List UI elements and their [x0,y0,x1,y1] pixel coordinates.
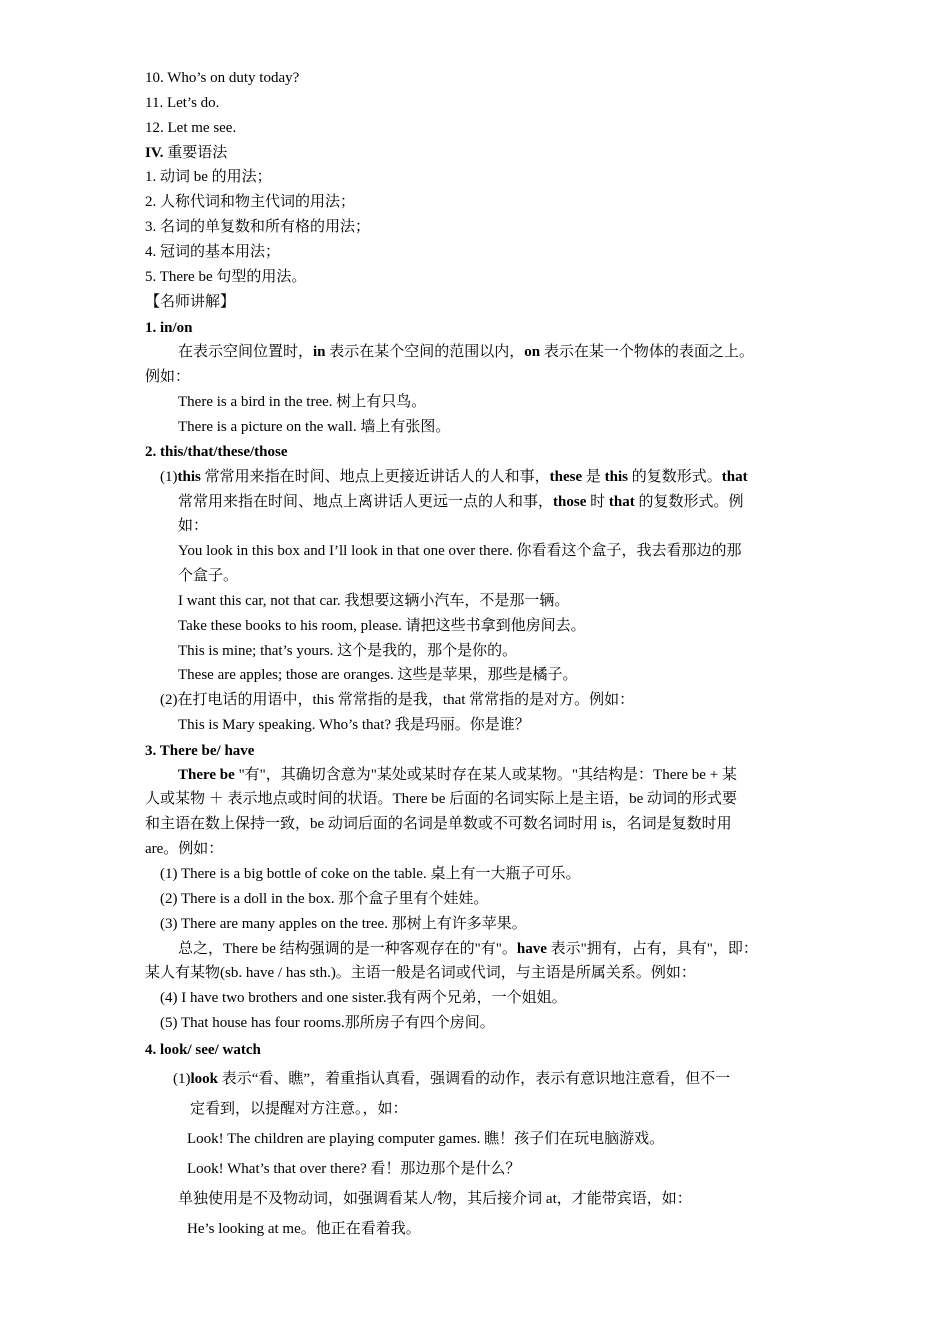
section-1-example-1: There is a bird in the tree. 树上有只鸟。 [178,394,427,410]
section-3-heading: 3. There be/ have [145,743,255,759]
section-iv-number: IV. [145,145,164,161]
section-2-point-1: (1)this 常常用来指在时间、地点上更接近讲话人的人和事，these 是 this 的复数形式。that [160,469,748,485]
section-2-example-2: I want this car, not that car. 我想要这辆小汽车，不是那一辆。 [178,593,570,609]
grammar-item-1: 1. 动词 be 的用法； [145,169,272,185]
section-2-example-6: This is Mary speaking. Who’s that? 我是玛丽。你是谁？ [178,717,530,733]
grammar-item-4: 4. 冠词的基本用法； [145,244,281,260]
section-3-example-3: (3) There are many apples on the tree. 那树上有许多苹果。 [160,916,527,932]
phrase-10: 10. Who’s on duty today? [145,70,300,86]
section-1-example-2: There is a picture on the wall. 墙上有张图。 [178,419,451,435]
section-3-paragraph-2-line2: 某人有某物(sb. have / has sth.)。主语一般是名词或代词，与主语是所属关系。例如： [145,965,696,981]
section-1-paragraph: 在表示空间位置时，in 表示在某个空间的范围以内，on 表示在某一个物体的表面之上。 [178,344,754,360]
section-2-example-5: These are apples; those are oranges. 这些是苹果，那些是橘子。 [178,667,578,683]
phrase-11: 11. Let’s do. [145,95,220,111]
section-4-point-1-line2: 定看到，以提醒对方注意。，如： [190,1101,408,1117]
section-2-example-3: Take these books to his room, please. 请把这些书拿到他房间去。 [178,618,586,634]
section-3-example-2: (2) There is a doll in the box. 那个盒子里有个娃娃。 [160,891,489,907]
section-2-heading: 2. this/that/these/those [145,444,288,460]
section-4-example-2: Look! What’s that over there? 看！那边那个是什么？ [187,1161,521,1177]
section-3-example-4: (4) I have two brothers and one sister.我有两个兄弟，一个姐姐。 [160,990,567,1006]
section-3-paragraph-line2: 人或某物 ＋ 表示地点或时间的状语。There be 后面的名词实际上是主语，be 动词的形式要 [145,791,738,807]
section-2-point-1-line2: 常常用来指在时间、地点上离讲话人更远一点的人和事，those 时 that 的复数形式。例 [178,494,744,510]
grammar-item-3: 3. 名词的单复数和所有格的用法； [145,219,371,235]
section-3-paragraph-line4: are。例如： [145,841,224,857]
section-1-paragraph-line2: 例如： [145,369,191,385]
grammar-item-5: 5. There be 句型的用法。 [145,269,307,285]
section-2-example-4: This is mine; that’s yours. 这个是我的，那个是你的。 [178,643,518,659]
section-3-paragraph: There be "有"，其确切含意为"某处或某时存在某人或某物。"其结构是：There be + 某 [178,767,737,783]
section-2-point-2: (2)在打电话的用语中，this 常常指的是我，that 常常指的是对方。例如： [160,692,635,708]
section-2-example-1: You look in this box and I’ll look in that one over there. 你看看这个盒子，我去看那边的那 [178,543,742,559]
section-1-heading: 1. in/on [145,320,193,336]
section-4-point-1: (1)look 表示“看、瞧”，着重指认真看，强调看的动作，表示有意识地注意看，但不一 [173,1071,731,1087]
teacher-explanation-heading: 【名师讲解】 [145,294,236,310]
section-4-heading: 4. look/ see/ watch [145,1042,261,1058]
phrase-12: 12. Let me see. [145,120,237,136]
section-4-paragraph-2: 单独使用是不及物动词，如强调看某人/物，其后接介词 at，才能带宾语，如： [178,1191,692,1207]
section-4-example-3: He’s looking at me。他正在看着我。 [187,1221,421,1237]
section-4-example-1: Look! The children are playing computer games. 瞧！孩子们在玩电脑游戏。 [187,1131,665,1147]
section-2-example-1-line2: 个盒子。 [178,568,239,584]
section-3-example-1: (1) There is a big bottle of coke on the table. 桌上有一大瓶子可乐。 [160,866,581,882]
section-3-paragraph-2: 总之，There be 结构强调的是一种客观存在的"有"。have 表示"拥有，占有，具有"，即： [178,941,758,957]
section-3-example-5: (5) That house has four rooms.那所房子有四个房间。 [160,1015,495,1031]
grammar-item-2: 2. 人称代词和物主代词的用法； [145,194,356,210]
section-2-point-1-line3: 如： [178,518,209,534]
section-iv-title: 重要语法 [167,145,228,161]
section-3-paragraph-line3: 和主语在数上保持一致，be 动词后面的名词是单数或不可数名词时用 is，名词是复数时用 [145,816,732,832]
section-iv-heading [145,141,227,166]
